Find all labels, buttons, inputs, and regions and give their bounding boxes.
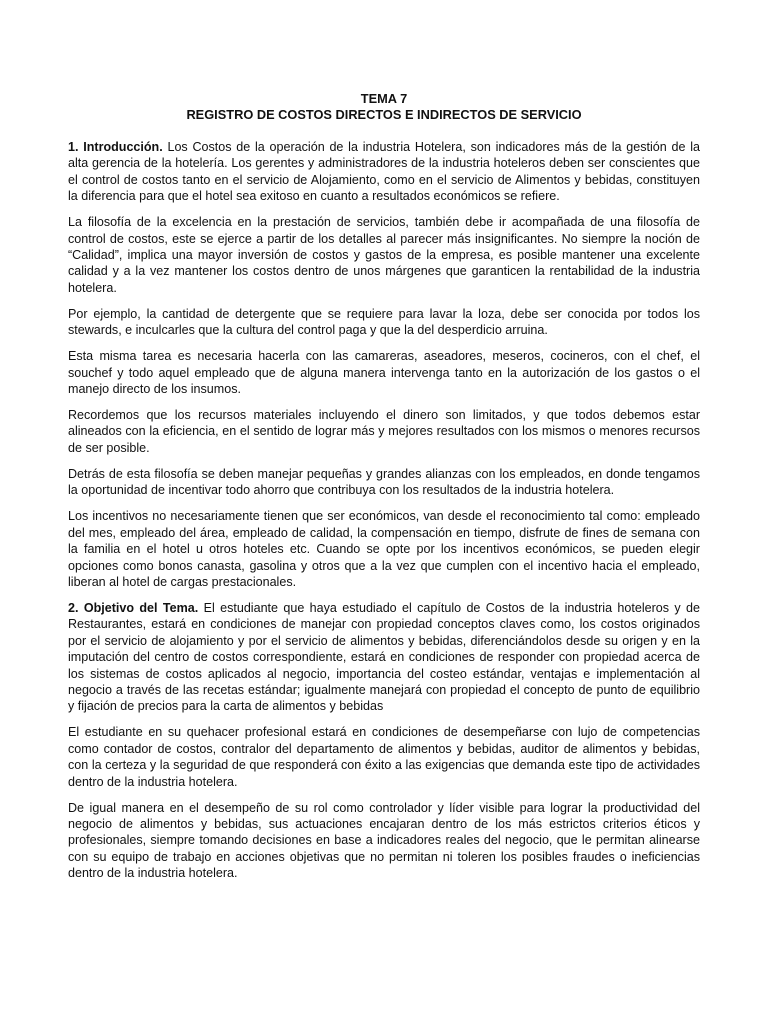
title-line-2: REGISTRO DE COSTOS DIRECTOS E INDIRECTOS DE SERVICIO [186,107,582,122]
paragraph [68,306,700,339]
paragraph-text: Los Costos de la operación de la industria Hotelera, son indicadores más de la gestión de la alta gerencia de la hotelería. Los gerentes y administradores de la industria hoteleros deben ser conscientes que el control de costos tanto en el servicio de Alojamiento, como en el servicio de Alimentos y bebidas, constituyen la diferencia para que el hotel sea exitoso en cuanto a resultados económicos se refiere. [68,140,700,204]
document-page [68,91,700,891]
paragraph-text: Los incentivos no necesariamente tienen que ser económicos, van desde el reconocimiento tal como: empleado del mes, empleado del área, empleado de calidad, la compensación en tiempo, disfrute de fines de semana con la familia en el hotel u otros hoteles etc. Cuando se opte por los incentivos económicos, se pueden elegir opciones como bonos canasta, gasolina y otros que a la vez que cumplen con el incentivo hacia el empleado, liberan al hotel de cargas prestacionales. [68,509,700,589]
document-title [68,91,700,123]
paragraph-text: Recordemos que los recursos materiales incluyendo el dinero son limitados, y que todos debemos estar alineados con la eficiencia, en el sentido de lograr más y mejores resultados con los mismos o menores recursos de ser posible. [68,408,700,455]
paragraph [68,407,700,456]
paragraph [68,214,700,296]
paragraph-text: De igual manera en el desempeño de su rol como controlador y líder visible para lograr la productividad del negocio de alimentos y bebidas, sus actuaciones encajaran dentro de los más estrictos criterios éticos y profesionales, siempre tomando decisiones en base a indicadores reales del negocio, que le permitan alinearse con su equipo de trabajo en acciones objetivas que no permitan ni toleren los posibles fraudes o ineficiencias dentro de la industria hotelera. [68,800,700,881]
paragraph-introduccion [68,139,700,205]
paragraph-objetivo [68,600,700,715]
paragraph-text: Detrás de esta filosofía se deben manejar pequeñas y grandes alianzas con los empleados, en donde tengamos la oportunidad de incentivar todo ahorro que contribuya con los resultados de la industria hotelera. [68,466,700,498]
paragraph [68,466,700,499]
paragraph-text: Por ejemplo, la cantidad de detergente que se requiere para lavar la loza, debe ser conocida por todos los stewards, e inculcarles que la cultura del control paga y que la del desperdicio arruina. [68,306,700,338]
section-heading-introduccion: 1. Introducción. [68,140,163,154]
paragraph-text: La filosofía de la excelencia en la prestación de servicios, también debe ir acompañada de una filosofía de control de costos, este se ejerce a partir de los detalles al parecer más insignificantes. No siempre la noción de “Calidad”, implica una mayor inversión de costos y gastos de la empresa, es posible mantener una excelente calidad y a la vez mantener los costos dentro de unos márgenes que garanticen la rentabilidad de la industria hotelera. [68,215,700,295]
paragraph [68,508,700,590]
section-heading-objetivo: 2. Objetivo del Tema. [68,600,199,615]
paragraph-text: Esta misma tarea es necesaria hacerla con las camareras, aseadores, meseros, cocineros, con el chef, el souchef y todo aquel empleado que de alguna manera intervenga tanto en la autorización de los gastos o el manejo directo de los insumos. [68,349,700,397]
paragraph [68,348,700,397]
paragraph-text: El estudiante que haya estudiado el capítulo de Costos de la industria hoteleros y de Restaurantes, estará en condiciones de manejar con propiedad conceptos claves como, los costos originados por el servicio de alojamiento y por el servicio de alimentos y bebidas, diferenciándolos desde su origen y en la imputación del centro de costos correspondiente, estará en condiciones de responder con propiedad acerca de los sistemas de costos aplicados al negocio, importancia del costeo estándar, ventajas e implementación al negocio a través de las recetas estándar; igualmente manejará con propiedad el concepto de punto de equilibrio y fijación de precios para la carta de alimentos y bebidas [68,600,701,714]
paragraph [68,800,700,882]
paragraph [68,724,700,790]
title-line-1: TEMA 7 [360,91,408,106]
paragraph-text: El estudiante en su quehacer profesional estará en condiciones de desempeñarse con lujo de competencias como contador de costos, contralor del departamento de alimentos y bebidas, auditor de alimentos y bebidas, con la certeza y la seguridad de que responderá con éxito a las exigencias que demanda este tipo de actividades dentro de la industria hotelera. [68,725,700,789]
